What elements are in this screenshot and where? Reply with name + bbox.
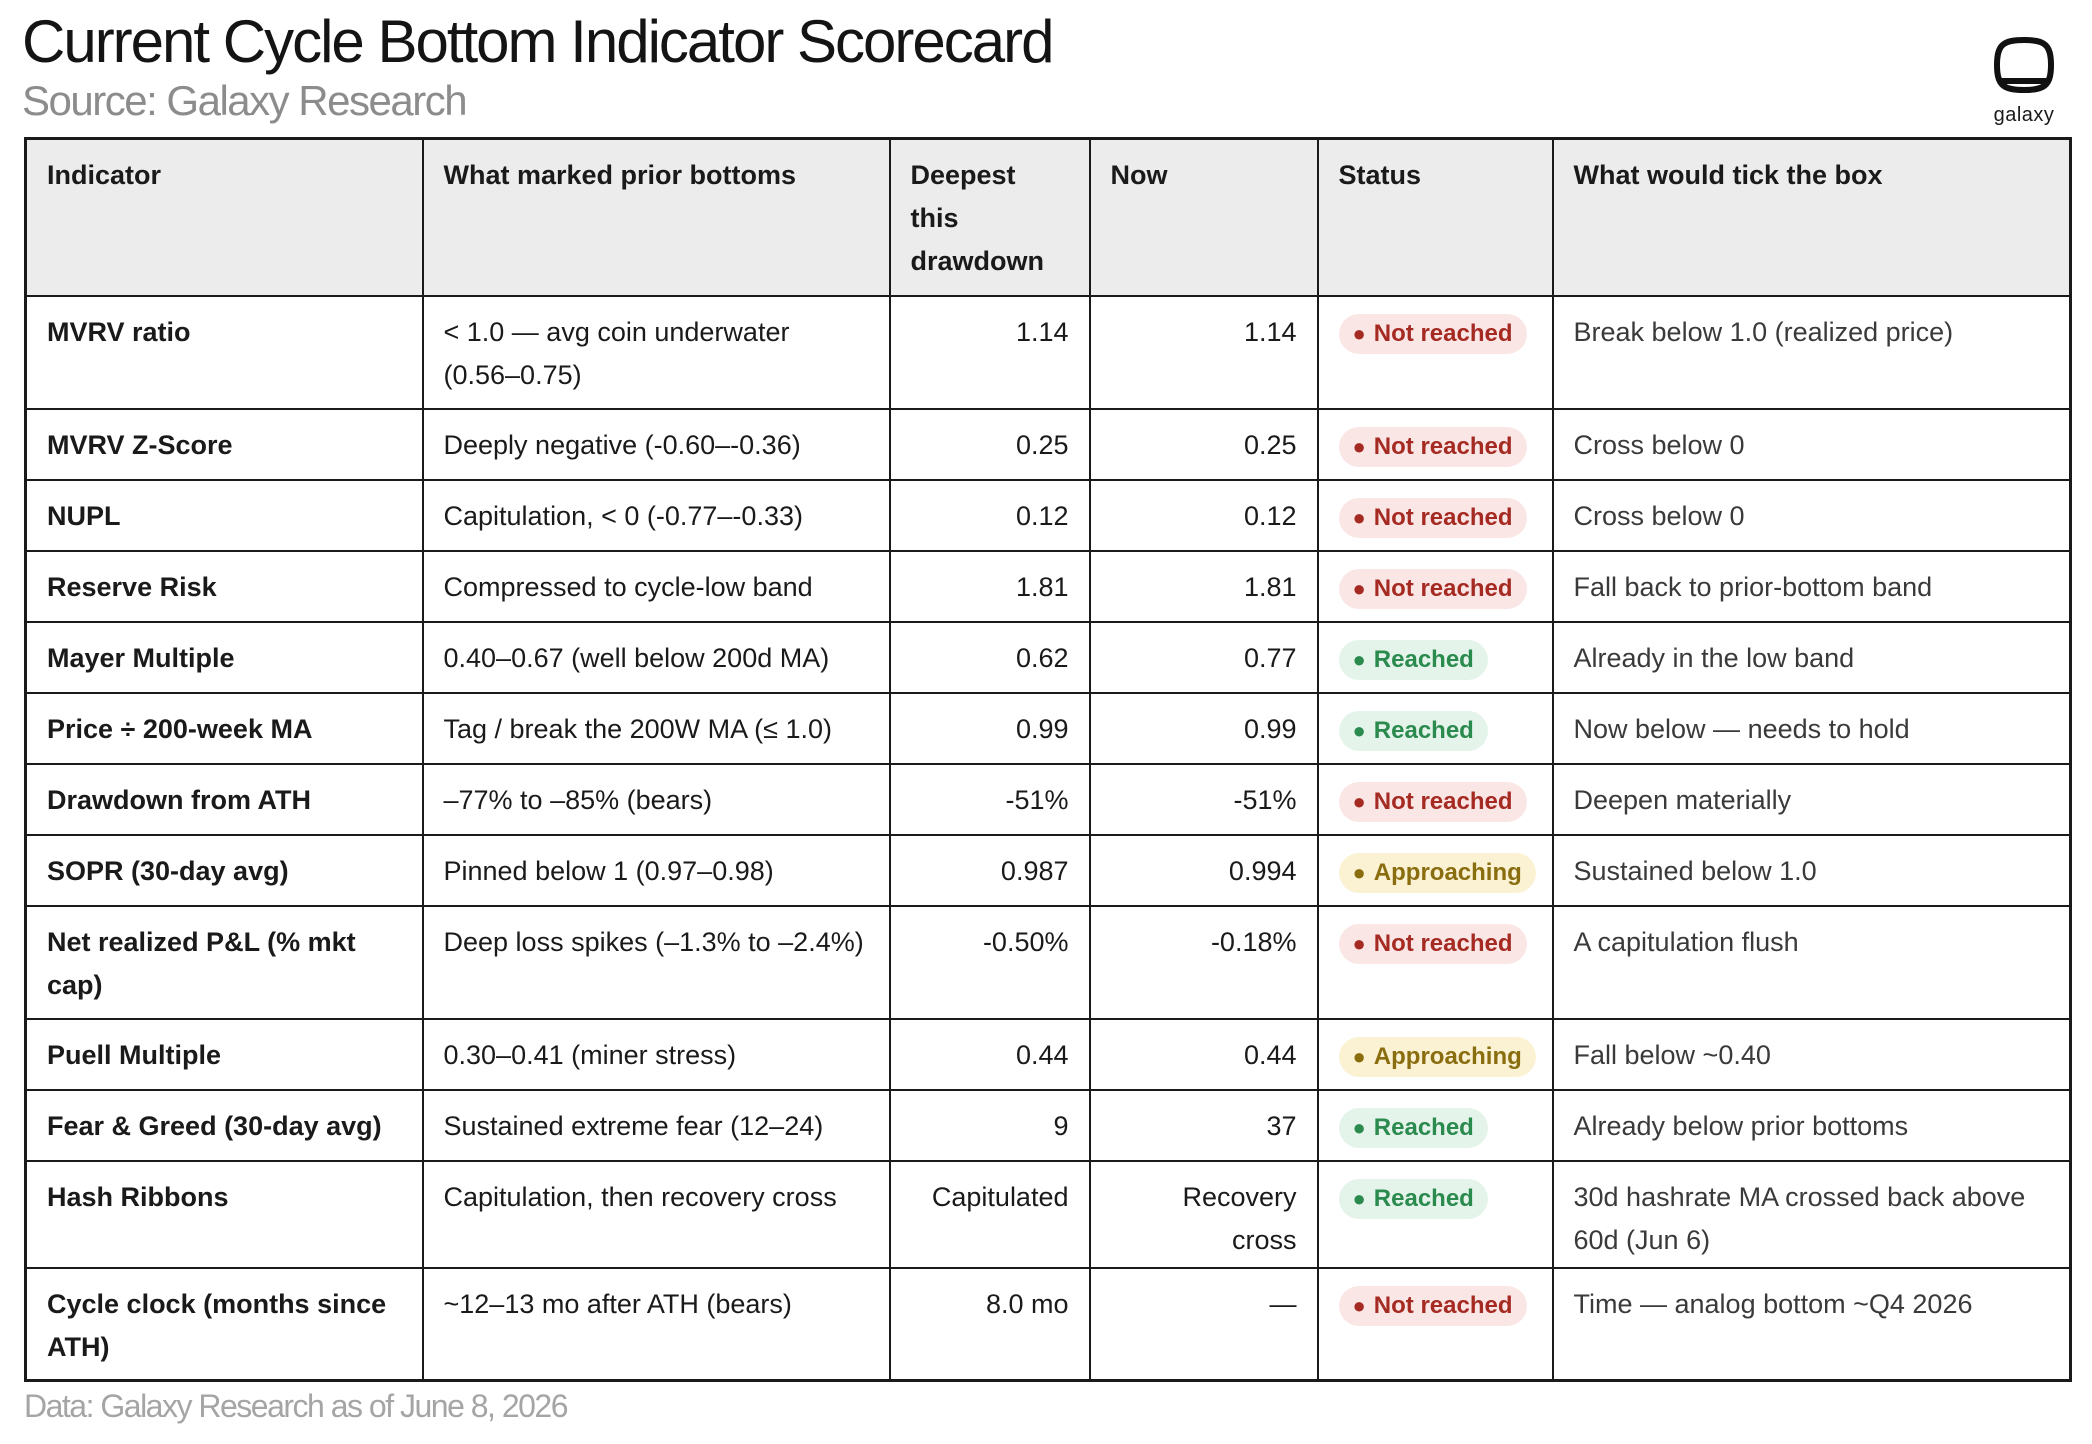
status-label: Not reached (1373, 319, 1513, 347)
deepest-cell: 0.44 (890, 1019, 1090, 1090)
status-dot-icon: ● (1352, 646, 1366, 672)
column-header-status: Status (1318, 139, 1553, 296)
status-cell (1318, 693, 1553, 764)
status-cell (1318, 835, 1553, 906)
status-label: Approaching (1373, 1042, 1522, 1070)
status-dot-icon: ● (1352, 504, 1366, 530)
deepest-cell: Capitulated (890, 1161, 1090, 1268)
indicator-cell: NUPL (26, 480, 423, 551)
prior-bottoms-cell: Pinned below 1 (0.97–0.98) (423, 835, 890, 906)
table-row (26, 906, 2071, 1019)
now-cell: -0.18% (1090, 906, 1318, 1019)
status-cell (1318, 1161, 1553, 1268)
status-label: Approaching (1373, 858, 1522, 886)
now-cell: 1.81 (1090, 551, 1318, 622)
status-badge (1339, 314, 1527, 354)
status-dot-icon: ● (1352, 1043, 1366, 1069)
table-row (26, 1019, 2071, 1090)
status-dot-icon: ● (1352, 575, 1366, 601)
status-cell (1318, 1090, 1553, 1161)
status-dot-icon: ● (1352, 1292, 1366, 1318)
status-dot-icon: ● (1352, 717, 1366, 743)
column-header-prior-bottoms: What marked prior bottoms (423, 139, 890, 296)
column-header-now: Now (1090, 139, 1318, 296)
tick-box-cell: Now below — needs to hold (1553, 693, 2071, 764)
status-dot-icon: ● (1352, 1114, 1366, 1140)
galaxy-logo (1980, 36, 2068, 132)
now-cell: 0.44 (1090, 1019, 1318, 1090)
status-dot-icon: ● (1352, 320, 1366, 346)
galaxy-logo-icon (1993, 36, 2055, 94)
status-cell (1318, 622, 1553, 693)
indicator-cell: Reserve Risk (26, 551, 423, 622)
prior-bottoms-cell: Compressed to cycle-low band (423, 551, 890, 622)
status-badge (1339, 427, 1527, 467)
deepest-cell: 0.25 (890, 409, 1090, 480)
table-row (26, 622, 2071, 693)
prior-bottoms-cell: 0.40–0.67 (well below 200d MA) (423, 622, 890, 693)
tick-box-cell: Already below prior bottoms (1553, 1090, 2071, 1161)
status-label: Reached (1373, 645, 1474, 673)
status-cell (1318, 480, 1553, 551)
indicator-cell: Price ÷ 200-week MA (26, 693, 423, 764)
table-row (26, 1090, 2071, 1161)
status-dot-icon: ● (1352, 859, 1366, 885)
status-badge (1339, 1286, 1527, 1326)
status-label: Reached (1373, 1113, 1474, 1141)
prior-bottoms-cell: Capitulation, then recovery cross (423, 1161, 890, 1268)
status-badge (1339, 853, 1536, 893)
table-row (26, 1268, 2071, 1381)
status-dot-icon: ● (1352, 1185, 1366, 1211)
now-cell: 0.99 (1090, 693, 1318, 764)
table-row (26, 551, 2071, 622)
status-badge (1339, 569, 1527, 609)
indicator-cell: MVRV Z-Score (26, 409, 423, 480)
prior-bottoms-cell: 0.30–0.41 (miner stress) (423, 1019, 890, 1090)
status-label: Not reached (1373, 929, 1513, 957)
tick-box-cell: Deepen materially (1553, 764, 2071, 835)
status-badge (1339, 1037, 1536, 1077)
deepest-cell: 8.0 mo (890, 1268, 1090, 1381)
prior-bottoms-cell: Tag / break the 200W MA (≤ 1.0) (423, 693, 890, 764)
tick-box-cell: Cross below 0 (1553, 409, 2071, 480)
now-cell: 0.77 (1090, 622, 1318, 693)
table-body (26, 296, 2071, 1381)
status-cell (1318, 764, 1553, 835)
table-row (26, 1161, 2071, 1268)
deepest-cell: 9 (890, 1090, 1090, 1161)
table-row (26, 693, 2071, 764)
tick-box-cell: Already in the low band (1553, 622, 2071, 693)
scorecard-table (24, 137, 2072, 1382)
prior-bottoms-cell: ~12–13 mo after ATH (bears) (423, 1268, 890, 1381)
status-cell (1318, 906, 1553, 1019)
indicator-cell: Drawdown from ATH (26, 764, 423, 835)
page-title: Current Cycle Bottom Indicator Scorecard (22, 8, 1053, 75)
status-label: Not reached (1373, 503, 1513, 531)
column-header-deepest: Deepest this drawdown (890, 139, 1090, 296)
table-row (26, 480, 2071, 551)
status-badge (1339, 1108, 1488, 1148)
deepest-cell: 0.99 (890, 693, 1090, 764)
footer-note: Data: Galaxy Research as of June 8, 2026 (24, 1388, 568, 1424)
now-cell: -51% (1090, 764, 1318, 835)
status-label: Not reached (1373, 1291, 1513, 1319)
status-badge (1339, 924, 1527, 964)
status-cell (1318, 1268, 1553, 1381)
tick-box-cell: 30d hashrate MA crossed back above 60d (Jun 6) (1553, 1161, 2071, 1268)
indicator-cell: MVRV ratio (26, 296, 423, 409)
deepest-cell: 0.62 (890, 622, 1090, 693)
galaxy-logo-text: galaxy (1993, 104, 2055, 126)
prior-bottoms-cell: –77% to –85% (bears) (423, 764, 890, 835)
page-subtitle: Source: Galaxy Research (22, 77, 467, 124)
tick-box-cell: Time — analog bottom ~Q4 2026 (1553, 1268, 2071, 1381)
table-row (26, 296, 2071, 409)
status-cell (1318, 296, 1553, 409)
prior-bottoms-cell: Deep loss spikes (–1.3% to –2.4%) (423, 906, 890, 1019)
prior-bottoms-cell: < 1.0 — avg coin underwater (0.56–0.75) (423, 296, 890, 409)
indicator-cell: Net realized P&L (% mkt cap) (26, 906, 423, 1019)
now-cell: 37 (1090, 1090, 1318, 1161)
table-row (26, 835, 2071, 906)
tick-box-cell: Fall back to prior-bottom band (1553, 551, 2071, 622)
status-label: Not reached (1373, 574, 1513, 602)
now-cell: 0.994 (1090, 835, 1318, 906)
deepest-cell: -51% (890, 764, 1090, 835)
tick-box-cell: Break below 1.0 (realized price) (1553, 296, 2071, 409)
status-label: Reached (1373, 716, 1474, 744)
table-row (26, 764, 2071, 835)
deepest-cell: -0.50% (890, 906, 1090, 1019)
indicator-cell: Mayer Multiple (26, 622, 423, 693)
status-cell (1318, 1019, 1553, 1090)
deepest-cell: 0.987 (890, 835, 1090, 906)
status-label: Reached (1373, 1184, 1474, 1212)
tick-box-cell: Sustained below 1.0 (1553, 835, 2071, 906)
tick-box-cell: Cross below 0 (1553, 480, 2071, 551)
indicator-cell: Puell Multiple (26, 1019, 423, 1090)
indicator-cell: Fear & Greed (30-day avg) (26, 1090, 423, 1161)
now-cell: 1.14 (1090, 296, 1318, 409)
table-row (26, 409, 2071, 480)
status-cell (1318, 409, 1553, 480)
indicator-cell: Hash Ribbons (26, 1161, 423, 1268)
deepest-cell: 0.12 (890, 480, 1090, 551)
status-badge (1339, 640, 1488, 680)
status-dot-icon: ● (1352, 788, 1366, 814)
deepest-cell: 1.14 (890, 296, 1090, 409)
now-cell: Recovery cross (1090, 1161, 1318, 1268)
deepest-cell: 1.81 (890, 551, 1090, 622)
now-cell: 0.12 (1090, 480, 1318, 551)
column-header-indicator: Indicator (26, 139, 423, 296)
status-badge (1339, 498, 1527, 538)
indicator-cell: SOPR (30-day avg) (26, 835, 423, 906)
status-badge (1339, 711, 1488, 751)
status-label: Not reached (1373, 432, 1513, 460)
column-header-tick-the-box: What would tick the box (1553, 139, 2071, 296)
status-label: Not reached (1373, 787, 1513, 815)
status-cell (1318, 551, 1553, 622)
now-cell: — (1090, 1268, 1318, 1381)
now-cell: 0.25 (1090, 409, 1318, 480)
prior-bottoms-cell: Capitulation, < 0 (-0.77–-0.33) (423, 480, 890, 551)
status-dot-icon: ● (1352, 930, 1366, 956)
tick-box-cell: Fall below ~0.40 (1553, 1019, 2071, 1090)
tick-box-cell: A capitulation flush (1553, 906, 2071, 1019)
status-badge (1339, 782, 1527, 822)
status-badge (1339, 1179, 1488, 1219)
table-header-row (26, 139, 2071, 296)
prior-bottoms-cell: Sustained extreme fear (12–24) (423, 1090, 890, 1161)
indicator-cell: Cycle clock (months since ATH) (26, 1268, 423, 1381)
prior-bottoms-cell: Deeply negative (-0.60–-0.36) (423, 409, 890, 480)
status-dot-icon: ● (1352, 433, 1366, 459)
